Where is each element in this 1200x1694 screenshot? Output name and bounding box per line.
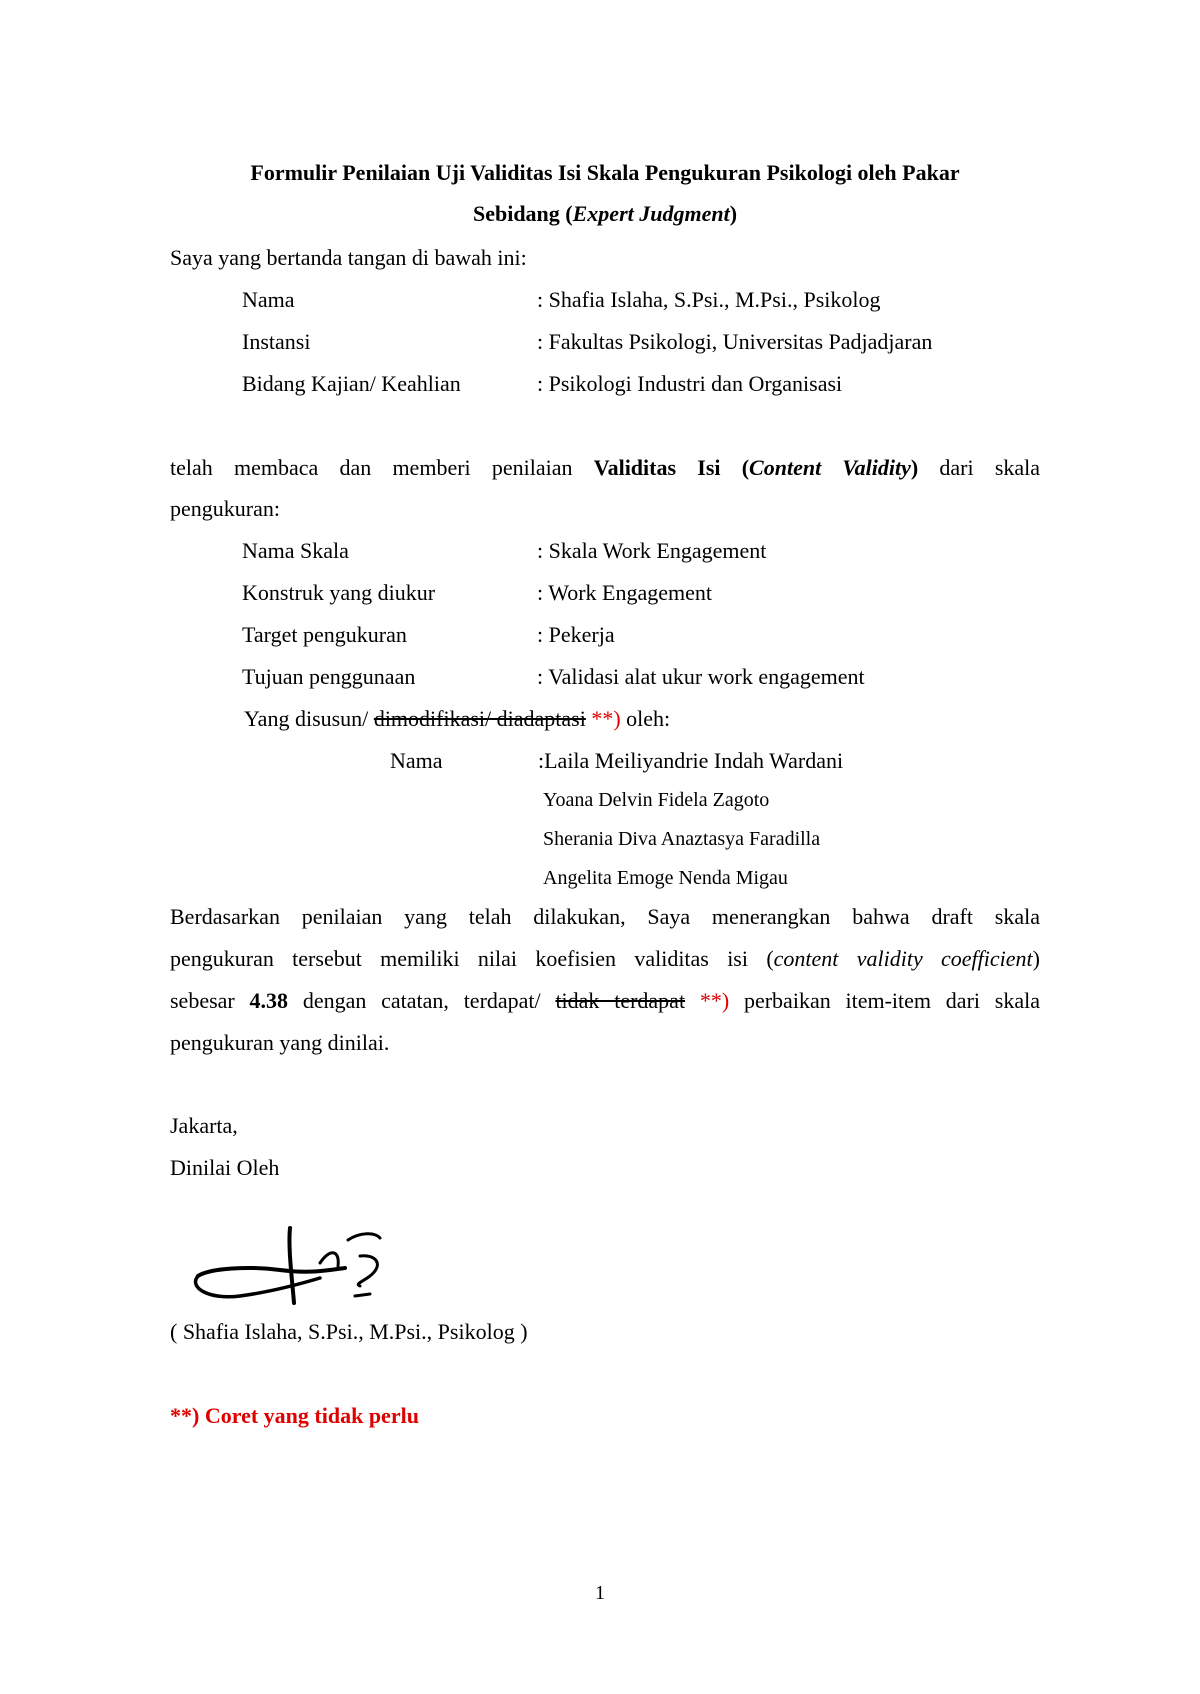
conclusion-line1: Berdasarkan penilaian yang telah dilakukan, Saya menerangkan bahwa draft skala <box>170 904 1040 929</box>
signer-name: ( Shafia Islaha, S.Psi., M.Psi., Psikolog ) <box>170 1319 528 1344</box>
conclusion-line3-pre: sebesar <box>170 988 250 1013</box>
scale-value-target: : Pekerja <box>537 622 615 647</box>
statement-bold-italic: Content Validity <box>749 455 911 480</box>
statement-line1 <box>170 455 1040 481</box>
statement-line2: pengukuran: <box>170 496 280 521</box>
composed-by-struck: dimodifikasi/ diadaptasi <box>373 706 586 731</box>
place-text: Jakarta, <box>170 1113 238 1138</box>
coefficient-value: 4.38 <box>249 988 289 1013</box>
conclusion-line3-struck: tidak terdapat <box>555 988 686 1013</box>
statement-post: dari skala <box>939 455 1041 480</box>
footnote-text: **) Coret yang tidak perlu <box>170 1403 419 1428</box>
scale-label-tujuan: Tujuan penggunaan <box>242 664 416 689</box>
identity-value-nama: : Shafia Islaha, S.Psi., M.Psi., Psikolog <box>537 287 881 312</box>
statement-bold1: Validitas Isi ( <box>593 455 750 480</box>
scale-value-nama: : Skala Work Engagement <box>537 538 767 563</box>
scale-label-target: Target pengukuran <box>242 622 407 647</box>
statement-pre: telah membaca dan memberi penilaian <box>170 455 573 480</box>
scale-value-konstruk: : Work Engagement <box>537 580 713 605</box>
conclusion-line3-post: perbaikan item-item dari skala <box>729 988 1040 1013</box>
author-4: Angelita Emoge Nenda Migau <box>543 867 788 889</box>
conclusion-line3 <box>170 988 1040 1014</box>
identity-value-instansi: : Fakultas Psikologi, Universitas Padjadjaran <box>537 329 933 354</box>
form-title-line2 <box>170 201 1040 227</box>
title-line2-italic: Expert Judgment <box>572 201 730 226</box>
title-line2-post: ) <box>729 201 738 226</box>
composed-by-marker: **) <box>585 706 621 731</box>
conclusion-line3-marker: **) <box>685 988 730 1013</box>
conclusion-line2-pre: pengukuran tersebut memiliki nilai koefisien validitas isi ( <box>170 946 774 971</box>
form-title-line1: Formulir Penilaian Uji Validitas Isi Skala Pengukuran Psikologi oleh Pakar <box>250 160 960 185</box>
conclusion-line2 <box>170 946 1040 972</box>
conclusion-line3-mid: dengan catatan, terdapat/ <box>288 988 556 1013</box>
scale-label-konstruk: Konstruk yang diukur <box>242 580 436 605</box>
composed-by-pre: Yang disusun/ <box>244 706 374 731</box>
intro-text: Saya yang bertanda tangan di bawah ini: <box>170 245 527 270</box>
identity-label-bidang: Bidang Kajian/ Keahlian <box>242 371 461 396</box>
assessed-by-text: Dinilai Oleh <box>170 1155 280 1180</box>
author-1: :Laila Meiliyandrie Indah Wardani <box>538 748 844 773</box>
identity-value-bidang: : Psikologi Industri dan Organisasi <box>537 371 843 396</box>
title-line2-pre: Sebidang ( <box>472 201 573 226</box>
statement-bold2: ) <box>910 455 919 480</box>
page-number: 1 <box>595 1582 605 1604</box>
author-2: Yoana Delvin Fidela Zagoto <box>543 789 770 811</box>
scale-value-tujuan: : Validasi alat ukur work engagement <box>537 664 865 689</box>
composed-by-line <box>244 706 670 732</box>
conclusion-line4: pengukuran yang dinilai. <box>170 1030 390 1055</box>
scale-label-nama: Nama Skala <box>242 538 349 563</box>
conclusion-line2-italic: content validity coefficient <box>773 946 1033 971</box>
identity-label-nama: Nama <box>242 287 295 312</box>
conclusion-line2-post: ) <box>1032 946 1040 971</box>
signature-image <box>170 1208 440 1308</box>
authors-label: Nama <box>390 748 443 773</box>
composed-by-post: oleh: <box>620 706 671 731</box>
author-3: Sherania Diva Anaztasya Faradilla <box>543 828 821 850</box>
identity-label-instansi: Instansi <box>242 329 311 354</box>
